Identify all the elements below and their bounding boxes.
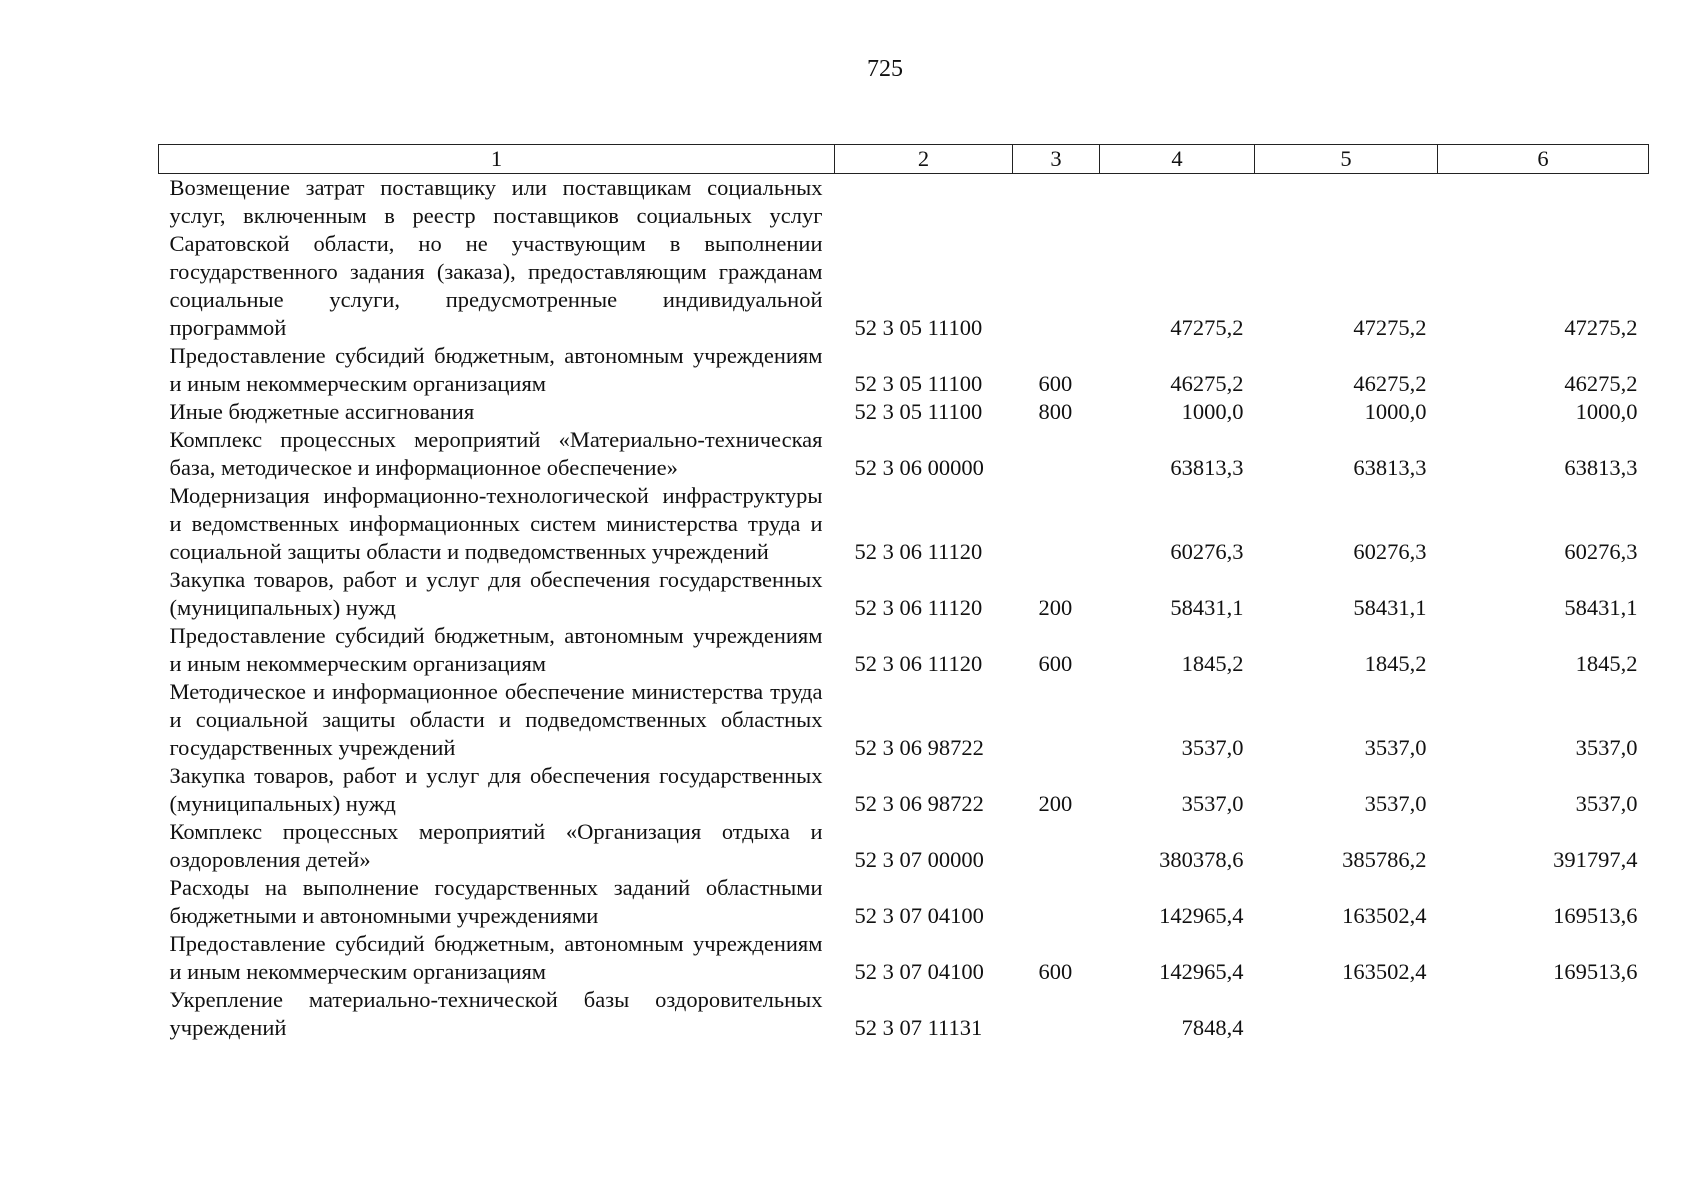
table-row — [159, 622, 1649, 678]
table-row — [159, 762, 1649, 818]
amount-col-4: 60276,3 — [1170, 539, 1244, 564]
expense-type — [1013, 986, 1100, 1042]
table-body — [159, 174, 1649, 1043]
amount-col-4: 47275,2 — [1170, 315, 1244, 340]
amount-col-5: 1845,2 — [1364, 651, 1427, 676]
amount-col-4: 1000,0 — [1181, 399, 1244, 424]
amount-col-6: 3537,0 — [1575, 735, 1638, 760]
table-row — [159, 986, 1649, 1042]
column-header-1: 1 — [159, 145, 835, 174]
budget-table — [158, 144, 1649, 1042]
amount-col-4: 1845,2 — [1181, 651, 1244, 676]
item-name: Комплекс процессных мероприятий «Организация отдыха и оздоровления детей» — [169, 819, 823, 872]
target-code: 52 3 05 11100 — [854, 371, 983, 396]
expense-type: 200 — [1038, 595, 1073, 620]
item-name: Иные бюджетные ассигнования — [169, 399, 475, 424]
amount-col-6: 391797,4 — [1553, 847, 1638, 872]
amount-col-6: 60276,3 — [1564, 539, 1638, 564]
target-code: 52 3 05 11100 — [854, 399, 983, 424]
header-row — [159, 145, 1649, 174]
item-name: Предоставление субсидий бюджетным, автономным учреждениям и иным некоммерческим организациям — [169, 343, 823, 396]
amount-col-6: 3537,0 — [1575, 791, 1638, 816]
amount-col-6: 1845,2 — [1575, 651, 1638, 676]
expense-type — [1013, 874, 1100, 930]
amount-col-5: 60276,3 — [1353, 539, 1427, 564]
table-row — [159, 874, 1649, 930]
expense-type — [1013, 818, 1100, 874]
amount-col-6: 169513,6 — [1553, 959, 1638, 984]
table-row — [159, 342, 1649, 398]
amount-col-5: 58431,1 — [1353, 595, 1427, 620]
table-row — [159, 426, 1649, 482]
amount-col-4: 380378,6 — [1159, 847, 1244, 872]
amount-col-6: 1000,0 — [1575, 399, 1638, 424]
amount-col-6: 169513,6 — [1553, 903, 1638, 928]
amount-col-5: 163502,4 — [1342, 959, 1427, 984]
item-name: Модернизация информационно-технологической инфраструктуры и ведомственных информационных систем министерства труда и социальной защиты области и подведомственных учреждений — [169, 483, 823, 564]
table-row — [159, 398, 1649, 426]
amount-col-4: 58431,1 — [1170, 595, 1244, 620]
table-row — [159, 174, 1649, 343]
item-name: Предоставление субсидий бюджетным, автономным учреждениям и иным некоммерческим организациям — [169, 623, 823, 676]
target-code: 52 3 06 00000 — [854, 455, 984, 480]
expense-type — [1013, 678, 1100, 762]
item-name: Укрепление материально-технической базы оздоровительных учреждений — [169, 987, 823, 1040]
amount-col-5 — [1255, 986, 1438, 1042]
amount-col-6: 46275,2 — [1564, 371, 1638, 396]
expense-type: 600 — [1038, 371, 1073, 396]
amount-col-6 — [1438, 986, 1649, 1042]
expense-type — [1013, 482, 1100, 566]
target-code: 52 3 07 11131 — [854, 1015, 983, 1040]
amount-col-5: 47275,2 — [1353, 315, 1427, 340]
column-header-6: 6 — [1438, 145, 1649, 174]
amount-col-5: 3537,0 — [1364, 735, 1427, 760]
amount-col-6: 63813,3 — [1564, 455, 1638, 480]
amount-col-4: 142965,4 — [1159, 959, 1244, 984]
amount-col-5: 163502,4 — [1342, 903, 1427, 928]
expense-type — [1013, 174, 1100, 343]
amount-col-4: 3537,0 — [1181, 735, 1244, 760]
item-name: Комплекс процессных мероприятий «Материально-техническая база, методическое и информационное обеспечение» — [169, 427, 823, 480]
item-name: Закупка товаров, работ и услуг для обеспечения государственных (муниципальных) нужд — [169, 763, 823, 816]
expense-type: 600 — [1038, 959, 1073, 984]
table-row — [159, 678, 1649, 762]
table-row — [159, 930, 1649, 986]
target-code: 52 3 06 11120 — [854, 595, 983, 620]
table-header — [159, 145, 1649, 174]
column-header-3: 3 — [1013, 145, 1100, 174]
item-name: Методическое и информационное обеспечение министерства труда и социальной защиты области и подведомственных областных государственных учреждений — [169, 679, 823, 760]
item-name: Расходы на выполнение государственных заданий областными бюджетными и автономными учреждениями — [169, 875, 823, 928]
amount-col-5: 46275,2 — [1353, 371, 1427, 396]
target-code: 52 3 07 00000 — [854, 847, 984, 872]
target-code: 52 3 06 11120 — [854, 539, 983, 564]
amount-col-6: 47275,2 — [1564, 315, 1638, 340]
column-header-4: 4 — [1100, 145, 1255, 174]
target-code: 52 3 06 11120 — [854, 651, 983, 676]
amount-col-4: 3537,0 — [1181, 791, 1244, 816]
item-name: Возмещение затрат поставщику или поставщикам социальных услуг, включенным в реестр поставщиков социальных услуг Саратовской области, но не участвующим в выполнении государственного задания (заказа), предоставляющим гражданам социальные услуги, предусмотренные индивидуальной программой — [169, 175, 823, 340]
amount-col-6: 58431,1 — [1564, 595, 1638, 620]
expense-type: 200 — [1038, 791, 1073, 816]
target-code: 52 3 06 98722 — [854, 791, 984, 816]
amount-col-4: 142965,4 — [1159, 903, 1244, 928]
target-code: 52 3 07 04100 — [854, 903, 984, 928]
amount-col-4: 7848,4 — [1181, 1015, 1244, 1040]
table-row — [159, 482, 1649, 566]
amount-col-5: 3537,0 — [1364, 791, 1427, 816]
expense-type: 800 — [1038, 399, 1073, 424]
item-name: Предоставление субсидий бюджетным, автономным учреждениям и иным некоммерческим организациям — [169, 931, 823, 984]
expense-type: 600 — [1038, 651, 1073, 676]
amount-col-5: 63813,3 — [1353, 455, 1427, 480]
target-code: 52 3 07 04100 — [854, 959, 984, 984]
column-header-5: 5 — [1255, 145, 1438, 174]
expense-type — [1013, 426, 1100, 482]
target-code: 52 3 05 11100 — [854, 315, 983, 340]
amount-col-4: 46275,2 — [1170, 371, 1244, 396]
table-row — [159, 818, 1649, 874]
column-header-2: 2 — [835, 145, 1013, 174]
amount-col-4: 63813,3 — [1170, 455, 1244, 480]
table-row — [159, 566, 1649, 622]
item-name: Закупка товаров, работ и услуг для обеспечения государственных (муниципальных) нужд — [169, 567, 823, 620]
target-code: 52 3 06 98722 — [854, 735, 984, 760]
page-number: 725 — [867, 56, 903, 82]
amount-col-5: 385786,2 — [1342, 847, 1427, 872]
amount-col-5: 1000,0 — [1364, 399, 1427, 424]
